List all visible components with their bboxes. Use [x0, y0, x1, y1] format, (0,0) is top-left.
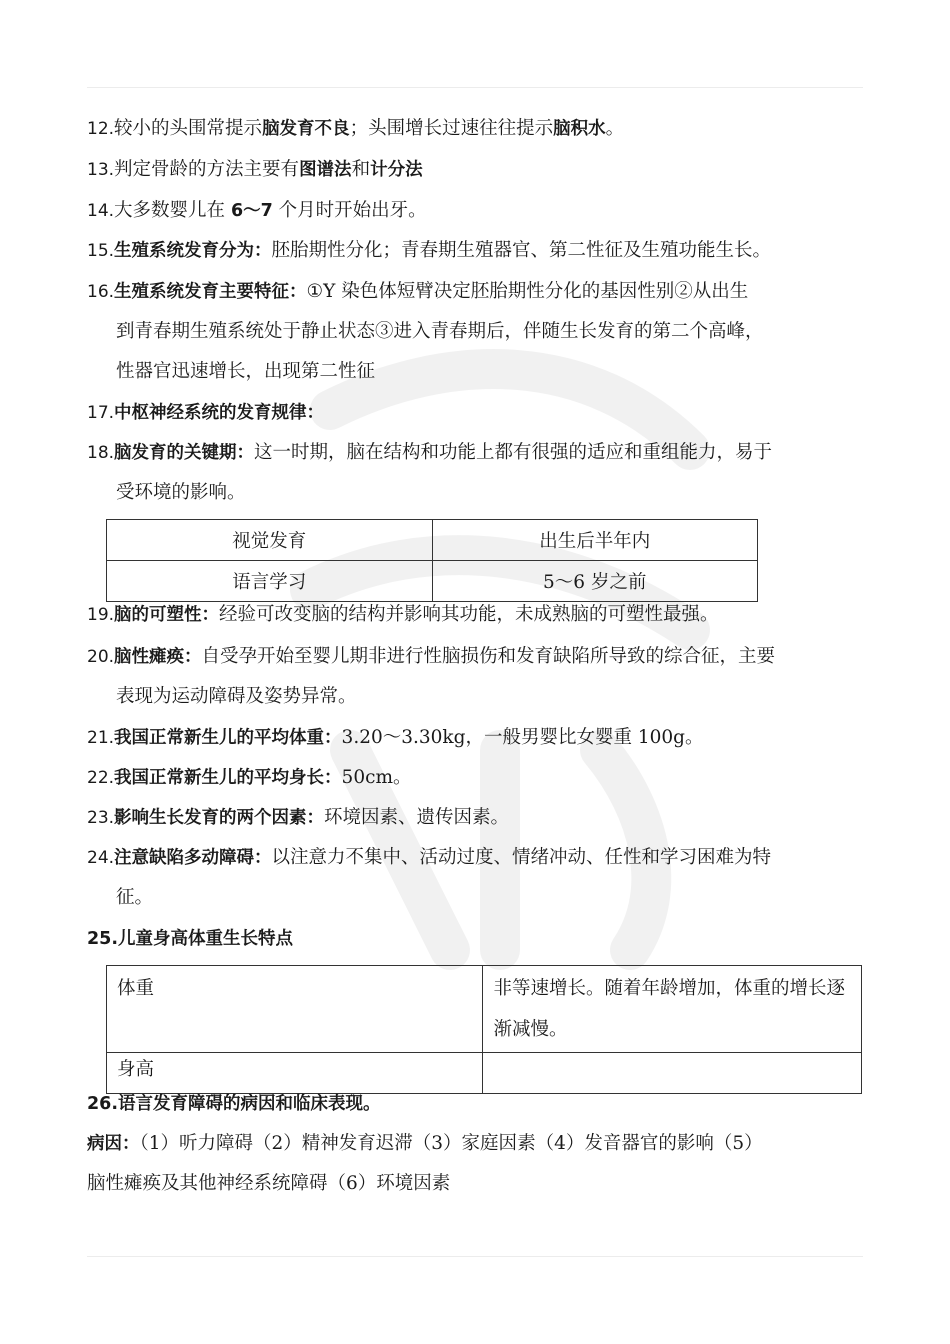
- item-16-line-2: 到青春期生殖系统处于静止状态③进入青春期后，伴随生长发育的第二个高峰，: [116, 321, 764, 342]
- item-text: 这一时期，脑在结构和功能上都有很强的适应和重组能力，易于: [254, 442, 773, 463]
- item-16: [87, 280, 867, 304]
- item-keyword: 注意缺陷多动障碍：: [114, 848, 272, 868]
- table-cell: 非等速增长。随着年龄增加，体重的增长逐渐减慢。: [483, 966, 862, 1053]
- item-text: 较小的头围常提示: [114, 118, 263, 139]
- item-number: 16.: [87, 282, 115, 302]
- item-number: 21.: [87, 728, 115, 748]
- table-cell: 视觉发育: [107, 520, 433, 561]
- item-text: 以注意力不集中、活动过度、情绪冲动、任性和学习困难为特: [271, 847, 772, 868]
- table-cell: 身高: [107, 1053, 483, 1094]
- item-16-line-3: 性器官迅速增长，出现第二性征: [116, 361, 376, 382]
- item-text: 。: [605, 118, 625, 139]
- item-20: [87, 645, 867, 669]
- item-keyword: 脑发育的关键期：: [114, 443, 255, 463]
- item-keyword: 图谱法: [299, 160, 352, 180]
- item-number: 18.: [87, 443, 115, 463]
- item-number: 23.: [87, 808, 115, 828]
- item-text: 3.20～3.30kg，一般男婴比女婴重 100g。: [341, 727, 704, 748]
- item-18: [87, 441, 867, 465]
- table-row: [107, 1053, 862, 1094]
- item-number: 19.: [87, 605, 115, 625]
- item-22: [87, 766, 867, 790]
- table-row: [107, 520, 758, 561]
- item-keyword: 生殖系统发育分为：: [114, 241, 272, 261]
- item-text: 个月时开始出牙。: [272, 200, 427, 221]
- causes-text: （1）听力障碍（2）精神发育迟滞（3）家庭因素（4）发音器官的影响（5）: [139, 1133, 763, 1154]
- item-text: ；头围增长过速往往提示: [349, 118, 554, 139]
- item-text: 和: [351, 159, 371, 180]
- item-text: 50cm。: [341, 767, 412, 788]
- item-text: 环境因素、遗传因素。: [324, 807, 510, 828]
- item-20-line-2: 表现为运动障碍及姿势异常。: [116, 686, 357, 707]
- item-number: 17.: [87, 403, 115, 423]
- item-number: 15.: [87, 241, 115, 261]
- item-keyword: 中枢神经系统的发育规律：: [114, 403, 325, 423]
- item-text: 判定骨龄的方法主要有: [114, 159, 300, 180]
- item-number: 13.: [87, 160, 115, 180]
- item-keyword: 脑发育不良: [262, 119, 350, 139]
- item-25: [87, 927, 867, 951]
- item-keyword: 6～7: [230, 201, 273, 221]
- critical-period-table: [106, 519, 758, 602]
- header-divider: [87, 87, 863, 88]
- item-24-line-2: 征。: [116, 887, 154, 908]
- item-keyword: 脑的可塑性：: [114, 605, 220, 625]
- item-keyword: 脑性瘫痪：: [114, 647, 202, 667]
- table-cell: 出生后半年内: [432, 520, 758, 561]
- item-number: 12.: [87, 119, 115, 139]
- item-number: 14.: [87, 201, 115, 221]
- footer-divider: [87, 1256, 863, 1257]
- item-text: 经验可改变脑的结构并影响其功能，未成熟脑的可塑性最强。: [219, 604, 719, 625]
- item-23: [87, 806, 867, 830]
- causes-line-1: [87, 1132, 867, 1156]
- item-keyword: 儿童身高体重生长特点: [118, 929, 294, 949]
- item-keyword: 我国正常新生儿的平均身长：: [114, 768, 342, 788]
- item-21: [87, 726, 867, 750]
- item-number: 22.: [87, 768, 115, 788]
- item-12: [87, 117, 867, 141]
- table-cell: 语言学习: [107, 561, 433, 602]
- item-keyword: 生殖系统发育主要特征：: [114, 282, 307, 302]
- table-row: [107, 966, 862, 1053]
- item-text: 胚胎期性分化；青春期生殖器官、第二性征及生殖功能生长。: [271, 240, 772, 261]
- causes-line-2: 脑性瘫痪及其他神经系统障碍（6）环境因素: [87, 1173, 451, 1194]
- item-text: 自受孕开始至婴儿期非进行性脑损伤和发育缺陷所导致的综合征，主要: [201, 646, 776, 667]
- item-18-line-2: 受环境的影响。: [116, 482, 246, 503]
- item-keyword: 计分法: [370, 160, 423, 180]
- item-text: 大多数婴儿在: [114, 200, 231, 221]
- item-number: 25.: [87, 929, 119, 949]
- table-cell: [483, 1053, 862, 1094]
- growth-features-table: [106, 965, 862, 1094]
- item-13: [87, 158, 867, 182]
- item-number: 20.: [87, 647, 115, 667]
- item-number: 26.: [87, 1094, 119, 1114]
- item-24: [87, 846, 867, 870]
- table-cell: 5～6 岁之前: [432, 561, 758, 602]
- causes-label: 病因：: [87, 1134, 140, 1154]
- table-cell: 体重: [107, 966, 483, 1053]
- item-26: [87, 1092, 867, 1116]
- item-keyword: 语言发育障碍的病因和临床表现。: [118, 1094, 381, 1114]
- item-14: [87, 199, 867, 223]
- table-row: [107, 561, 758, 602]
- item-keyword: 影响生长发育的两个因素：: [114, 808, 325, 828]
- item-keyword: 脑积水: [553, 119, 606, 139]
- item-number: 24.: [87, 848, 115, 868]
- item-15: [87, 239, 867, 263]
- item-keyword: 我国正常新生儿的平均体重：: [114, 728, 342, 748]
- item-19: [87, 603, 867, 627]
- item-17: [87, 401, 867, 425]
- item-text: ①Y 染色体短臂决定胚胎期性分化的基因性别②从出生: [306, 281, 749, 302]
